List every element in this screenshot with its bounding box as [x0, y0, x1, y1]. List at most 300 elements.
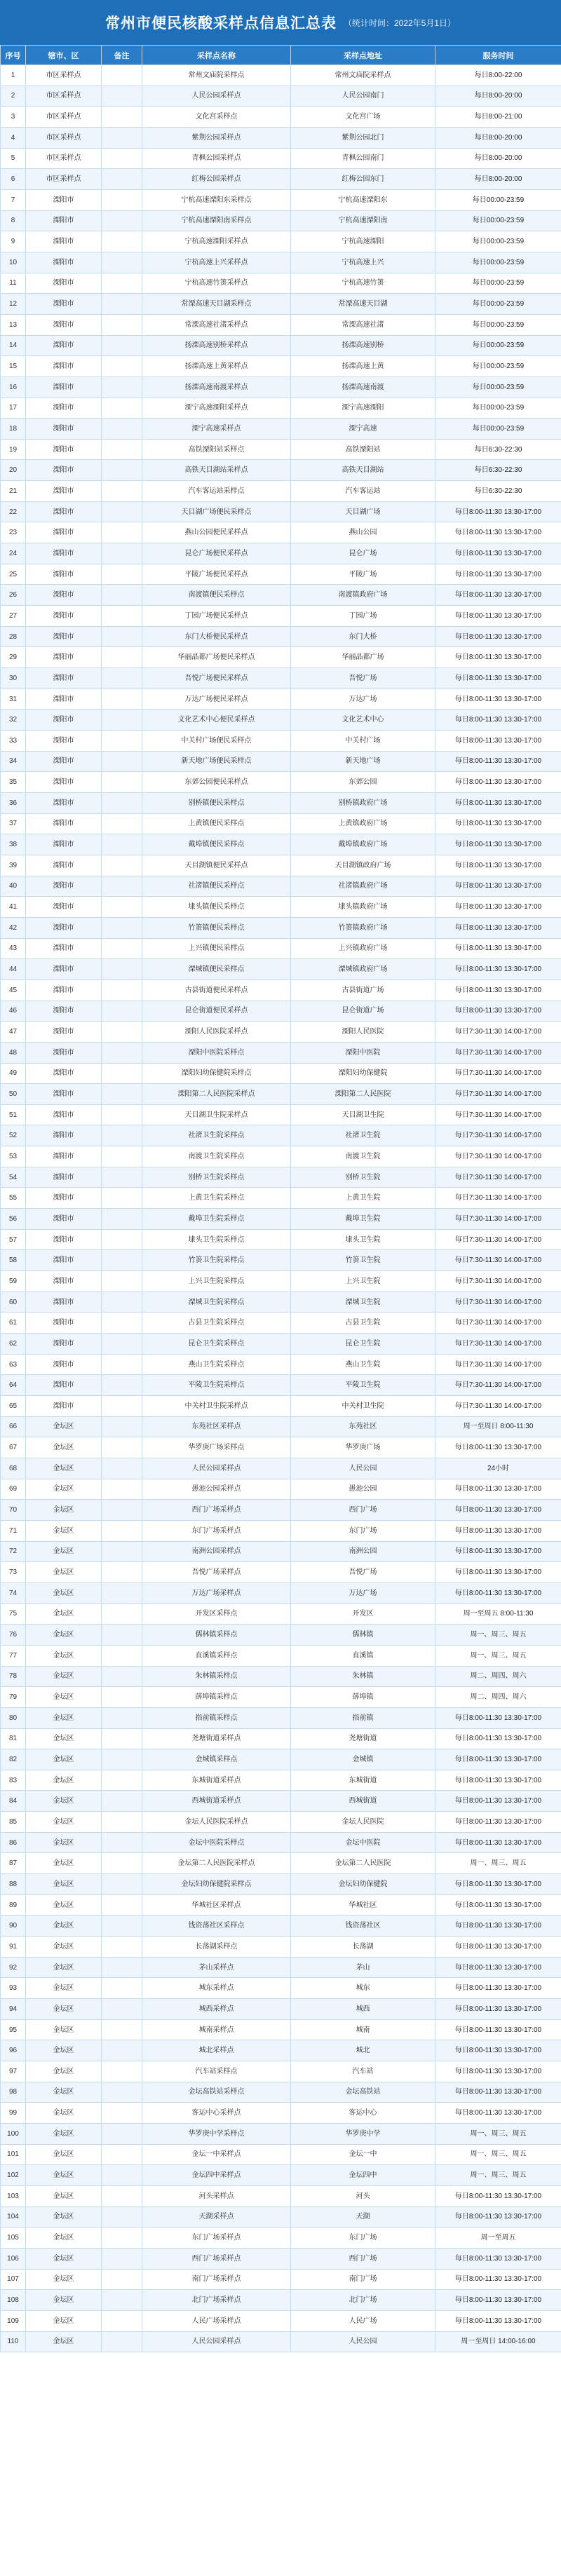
- cell-service-time: 周一至周日 14:00-16:00: [435, 2331, 561, 2352]
- table-row: [1, 1167, 561, 1188]
- cell-site-address: 宁杭高速竹箦: [291, 273, 435, 294]
- cell-site-name: 上兴卫生院采样点: [142, 1271, 291, 1292]
- cell-site-address: 文化艺术中心: [291, 710, 435, 731]
- cell-remark: [102, 1188, 142, 1209]
- cell-site-name: 竹箦镇便民采样点: [142, 917, 291, 938]
- cell-site-name: 昆仑街道便民采样点: [142, 1001, 291, 1022]
- cell-district: 溧阳市: [26, 751, 102, 772]
- table-row: [1, 731, 561, 752]
- cell-district: 溧阳市: [26, 626, 102, 647]
- cell-district: 溧阳市: [26, 668, 102, 689]
- cell-index: 44: [1, 959, 26, 980]
- cell-service-time: 每日00:00-23:59: [435, 377, 561, 398]
- table-row: [1, 710, 561, 731]
- cell-site-name: 人民广场采样点: [142, 2310, 291, 2331]
- cell-site-address: 西城街道: [291, 1791, 435, 1812]
- cell-site-address: 新天地广场: [291, 751, 435, 772]
- cell-site-address: 溧城镇政府广场: [291, 959, 435, 980]
- table-row: [1, 1812, 561, 1833]
- cell-service-time: 每日7:30-11:30 14:00-17:00: [435, 1022, 561, 1043]
- cell-index: 6: [1, 169, 26, 190]
- cell-index: 108: [1, 2290, 26, 2311]
- cell-index: 68: [1, 1458, 26, 1479]
- col-header-site-name: 采样点名称: [142, 46, 291, 65]
- cell-district: 溧阳市: [26, 792, 102, 813]
- cell-service-time: 周一至周日 8:00-11:30: [435, 1416, 561, 1437]
- cell-site-address: 宁杭高速溧阳东: [291, 189, 435, 210]
- table-row: [1, 1416, 561, 1437]
- cell-remark: [102, 2061, 142, 2082]
- cell-district: 溧阳市: [26, 585, 102, 606]
- cell-remark: [102, 439, 142, 460]
- cell-site-name: 金城镇采样点: [142, 1749, 291, 1770]
- cell-site-address: 上黄卫生院: [291, 1188, 435, 1209]
- cell-index: 2: [1, 86, 26, 107]
- cell-index: 74: [1, 1582, 26, 1604]
- cell-remark: [102, 606, 142, 627]
- cell-district: 金坛区: [26, 2185, 102, 2206]
- cell-site-name: 客运中心采样点: [142, 2103, 291, 2124]
- cell-remark: [102, 626, 142, 647]
- cell-service-time: 每日8:00-11:30 13:30-17:00: [435, 1957, 561, 1978]
- cell-site-address: 戴埠镇政府广场: [291, 834, 435, 855]
- cell-remark: [102, 1666, 142, 1687]
- cell-remark: [102, 419, 142, 440]
- cell-site-address: 万达广场: [291, 1582, 435, 1604]
- cell-site-name: 扬溧高速上黄采样点: [142, 356, 291, 377]
- cell-district: 溧阳市: [26, 834, 102, 855]
- cell-remark: [102, 169, 142, 190]
- cell-index: 41: [1, 897, 26, 918]
- cell-site-name: 南渡卫生院采样点: [142, 1146, 291, 1167]
- table-row: [1, 1937, 561, 1958]
- cell-site-name: 城东采样点: [142, 1978, 291, 1999]
- cell-remark: [102, 1354, 142, 1375]
- cell-site-name: 溧阳第二人民医院采样点: [142, 1084, 291, 1105]
- cell-service-time: 每日8:00-11:30 13:30-17:00: [435, 876, 561, 897]
- cell-remark: [102, 1292, 142, 1313]
- table-row: [1, 543, 561, 564]
- cell-site-name: 宁杭高速上兴采样点: [142, 252, 291, 273]
- cell-index: 110: [1, 2331, 26, 2352]
- cell-district: 溧阳市: [26, 1292, 102, 1313]
- cell-site-name: 高铁天目湖站采样点: [142, 460, 291, 481]
- page-title: 常州市便民核酸采样点信息汇总表: [104, 15, 337, 32]
- cell-remark: [102, 522, 142, 543]
- cell-remark: [102, 979, 142, 1001]
- table-row: [1, 314, 561, 335]
- cell-site-address: 中关村卫生院: [291, 1396, 435, 1417]
- cell-remark: [102, 564, 142, 585]
- cell-remark: [102, 1625, 142, 1646]
- cell-site-name: 常州文庙院采样点: [142, 65, 291, 86]
- cell-service-time: 每日8:00-11:30 13:30-17:00: [435, 1437, 561, 1458]
- table-row: [1, 522, 561, 543]
- cell-district: 溧阳市: [26, 419, 102, 440]
- cell-index: 12: [1, 294, 26, 315]
- cell-site-address: 古县卫生院: [291, 1313, 435, 1334]
- cell-site-address: 宁杭高速溧阳: [291, 231, 435, 252]
- table-row: [1, 377, 561, 398]
- cell-remark: [102, 689, 142, 710]
- cell-service-time: 每日8:00-11:30 13:30-17:00: [435, 2310, 561, 2331]
- cell-index: 35: [1, 772, 26, 793]
- cell-site-address: 宁杭高速溧阳南: [291, 210, 435, 231]
- cell-index: 20: [1, 460, 26, 481]
- cell-remark: [102, 2185, 142, 2206]
- cell-site-address: 东门广场: [291, 1520, 435, 1541]
- cell-site-name: 长荡湖采样点: [142, 1937, 291, 1958]
- col-header-index: 序号: [1, 46, 26, 65]
- cell-remark: [102, 834, 142, 855]
- cell-service-time: 周一、周三、周五: [435, 1625, 561, 1646]
- cell-index: 83: [1, 1770, 26, 1791]
- table-row: [1, 959, 561, 980]
- cell-index: 80: [1, 1707, 26, 1728]
- cell-district: 金坛区: [26, 1645, 102, 1666]
- cell-district: 金坛区: [26, 2061, 102, 2082]
- cell-service-time: 每日8:00-11:30 13:30-17:00: [435, 1916, 561, 1937]
- cell-index: 45: [1, 979, 26, 1001]
- table-body: [1, 65, 561, 2352]
- cell-site-address: 华罗庚中学: [291, 2123, 435, 2144]
- cell-district: 溧阳市: [26, 1354, 102, 1375]
- cell-remark: [102, 1604, 142, 1625]
- cell-site-address: 尧塘街道: [291, 1728, 435, 1749]
- cell-remark: [102, 897, 142, 918]
- cell-service-time: 每日8:00-11:30 13:30-17:00: [435, 792, 561, 813]
- cell-district: 金坛区: [26, 1582, 102, 1604]
- cell-site-address: 金坛中医院: [291, 1832, 435, 1853]
- cell-district: 溧阳市: [26, 1022, 102, 1043]
- cell-service-time: 周一、周三、周五: [435, 1853, 561, 1874]
- cell-district: 溧阳市: [26, 1042, 102, 1063]
- table-row: [1, 2061, 561, 2082]
- cell-district: 金坛区: [26, 1666, 102, 1687]
- cell-remark: [102, 668, 142, 689]
- cell-remark: [102, 2019, 142, 2040]
- cell-district: 金坛区: [26, 1416, 102, 1437]
- cell-service-time: 每日7:30-11:30 14:00-17:00: [435, 1146, 561, 1167]
- cell-remark: [102, 1687, 142, 1708]
- cell-site-name: 昆仑卫生院采样点: [142, 1334, 291, 1355]
- cell-index: 37: [1, 813, 26, 834]
- cell-district: 金坛区: [26, 2103, 102, 2124]
- cell-district: 溧阳市: [26, 1209, 102, 1230]
- table-row: [1, 834, 561, 855]
- cell-district: 溧阳市: [26, 710, 102, 731]
- cell-district: 溧阳市: [26, 398, 102, 419]
- cell-site-address: 钱资荡社区: [291, 1916, 435, 1937]
- cell-site-name: 丁园广场便民采样点: [142, 606, 291, 627]
- cell-remark: [102, 1812, 142, 1833]
- cell-site-address: 城西: [291, 1999, 435, 2020]
- cell-site-name: 溧城镇便民采样点: [142, 959, 291, 980]
- cell-service-time: 每日8:00-11:30 13:30-17:00: [435, 1479, 561, 1500]
- cell-service-time: 每日7:30-11:30 14:00-17:00: [435, 1292, 561, 1313]
- cell-remark: [102, 377, 142, 398]
- cell-service-time: 每日8:00-11:30 13:30-17:00: [435, 1999, 561, 2020]
- cell-index: 31: [1, 689, 26, 710]
- cell-service-time: 周一、周三、周五: [435, 2165, 561, 2186]
- cell-site-name: 红梅公园采样点: [142, 169, 291, 190]
- table-row: [1, 2228, 561, 2249]
- table-row: [1, 1313, 561, 1334]
- cell-index: 1: [1, 65, 26, 86]
- cell-index: 50: [1, 1084, 26, 1105]
- cell-site-address: 昆仑卫生院: [291, 1334, 435, 1355]
- table-row: [1, 65, 561, 86]
- cell-district: 溧阳市: [26, 959, 102, 980]
- cell-site-name: 中关村广场便民采样点: [142, 731, 291, 752]
- cell-remark: [102, 1894, 142, 1916]
- cell-site-name: 别桥镇便民采样点: [142, 792, 291, 813]
- cell-site-name: 扬溧高速南渡采样点: [142, 377, 291, 398]
- cell-site-name: 宁杭高速溧阳东采样点: [142, 189, 291, 210]
- table-row: [1, 273, 561, 294]
- cell-service-time: 周一至周五: [435, 2228, 561, 2249]
- cell-service-time: 每日8:00-21:00: [435, 107, 561, 128]
- cell-site-name: 紫荆公园采样点: [142, 127, 291, 148]
- cell-site-address: 别桥镇政府广场: [291, 792, 435, 813]
- cell-district: 溧阳市: [26, 647, 102, 668]
- cell-remark: [102, 1749, 142, 1770]
- cell-site-name: 天湖采样点: [142, 2206, 291, 2228]
- cell-district: 金坛区: [26, 1687, 102, 1708]
- cell-index: 39: [1, 855, 26, 876]
- cell-index: 73: [1, 1562, 26, 1583]
- cell-site-address: 金坛人民医院: [291, 1812, 435, 1833]
- table-row: [1, 1250, 561, 1271]
- cell-site-address: 河头: [291, 2185, 435, 2206]
- cell-district: 金坛区: [26, 2123, 102, 2144]
- table-row: [1, 1084, 561, 1105]
- cell-index: 51: [1, 1104, 26, 1125]
- table-row: [1, 2269, 561, 2290]
- table-row: [1, 1625, 561, 1646]
- cell-district: 金坛区: [26, 1957, 102, 1978]
- cell-index: 66: [1, 1416, 26, 1437]
- cell-index: 94: [1, 1999, 26, 2020]
- cell-index: 21: [1, 481, 26, 502]
- cell-service-time: 每日8:00-11:30 13:30-17:00: [435, 2290, 561, 2311]
- cell-site-name: 溧城卫生院采样点: [142, 1292, 291, 1313]
- cell-index: 14: [1, 335, 26, 356]
- cell-site-address: 东苑社区: [291, 1416, 435, 1437]
- cell-site-name: 金坛高铁站采样点: [142, 2082, 291, 2103]
- cell-remark: [102, 2082, 142, 2103]
- cell-site-address: 城北: [291, 2040, 435, 2061]
- table-row: [1, 398, 561, 419]
- cell-district: 溧阳市: [26, 314, 102, 335]
- cell-district: 金坛区: [26, 2290, 102, 2311]
- cell-site-name: 万达广场便民采样点: [142, 689, 291, 710]
- cell-remark: [102, 1728, 142, 1749]
- cell-index: 109: [1, 2310, 26, 2331]
- cell-site-address: 上兴卫生院: [291, 1271, 435, 1292]
- cell-district: 金坛区: [26, 2206, 102, 2228]
- cell-district: 溧阳市: [26, 294, 102, 315]
- cell-index: 3: [1, 107, 26, 128]
- cell-district: 溧阳市: [26, 731, 102, 752]
- cell-site-name: 东门大桥便民采样点: [142, 626, 291, 647]
- table-row: [1, 668, 561, 689]
- cell-service-time: 每日8:00-11:30 13:30-17:00: [435, 1874, 561, 1895]
- table-row: [1, 1707, 561, 1728]
- cell-district: 溧阳市: [26, 855, 102, 876]
- cell-district: 溧阳市: [26, 876, 102, 897]
- cell-index: 61: [1, 1313, 26, 1334]
- cell-service-time: 每日8:00-11:30 13:30-17:00: [435, 2061, 561, 2082]
- cell-service-time: 每日8:00-11:30 13:30-17:00: [435, 772, 561, 793]
- cell-site-name: 人民公园采样点: [142, 2331, 291, 2352]
- cell-remark: [102, 1645, 142, 1666]
- table-row: [1, 2206, 561, 2228]
- page-header: [0, 0, 561, 45]
- cell-site-name: 金坛人民医院采样点: [142, 1812, 291, 1833]
- cell-site-name: 常溧高速社渚采样点: [142, 314, 291, 335]
- cell-service-time: 每日8:00-11:30 13:30-17:00: [435, 543, 561, 564]
- cell-district: 溧阳市: [26, 189, 102, 210]
- cell-remark: [102, 1250, 142, 1271]
- cell-site-address: 溧阳人民医院: [291, 1022, 435, 1043]
- cell-remark: [102, 398, 142, 419]
- table-row: [1, 169, 561, 190]
- cell-site-address: 天目湖镇政府广场: [291, 855, 435, 876]
- table-row: [1, 1188, 561, 1209]
- table-row: [1, 1770, 561, 1791]
- cell-site-address: 金坛妇幼保健院: [291, 1874, 435, 1895]
- cell-remark: [102, 1271, 142, 1292]
- cell-service-time: 每日8:00-11:30 13:30-17:00: [435, 897, 561, 918]
- cell-index: 84: [1, 1791, 26, 1812]
- cell-site-address: 吾悦广场: [291, 1562, 435, 1583]
- cell-index: 10: [1, 252, 26, 273]
- cell-site-name: 西门广场采样点: [142, 1500, 291, 1521]
- cell-service-time: 每日8:00-11:30 13:30-17:00: [435, 917, 561, 938]
- cell-service-time: 每日8:00-11:30 13:30-17:00: [435, 1832, 561, 1853]
- cell-remark: [102, 1125, 142, 1146]
- cell-site-address: 天湖: [291, 2206, 435, 2228]
- cell-service-time: 每日00:00-23:59: [435, 252, 561, 273]
- cell-remark: [102, 294, 142, 315]
- cell-index: 53: [1, 1146, 26, 1167]
- cell-service-time: 每日00:00-23:59: [435, 335, 561, 356]
- cell-service-time: 每日8:00-11:30 13:30-17:00: [435, 2082, 561, 2103]
- table-row: [1, 1479, 561, 1500]
- cell-site-address: 长荡湖: [291, 1937, 435, 1958]
- cell-site-address: 北门广场: [291, 2290, 435, 2311]
- cell-site-address: 金坛第二人民医院: [291, 1853, 435, 1874]
- cell-site-name: 人民公园采样点: [142, 86, 291, 107]
- cell-remark: [102, 2144, 142, 2165]
- table-row: [1, 481, 561, 502]
- cell-remark: [102, 1853, 142, 1874]
- cell-district: 溧阳市: [26, 335, 102, 356]
- table-row: [1, 1520, 561, 1541]
- cell-service-time: 每日8:00-11:30 13:30-17:00: [435, 2103, 561, 2124]
- cell-service-time: 周二、周四、周六: [435, 1687, 561, 1708]
- cell-service-time: 每日8:00-11:30 13:30-17:00: [435, 1937, 561, 1958]
- cell-site-address: 中关村广场: [291, 731, 435, 752]
- table-row: [1, 772, 561, 793]
- cell-service-time: 每日8:00-11:30 13:30-17:00: [435, 2185, 561, 2206]
- cell-site-address: 常溧高速社渚: [291, 314, 435, 335]
- cell-site-address: 吾悦广场: [291, 668, 435, 689]
- cell-index: 54: [1, 1167, 26, 1188]
- col-header-service-time: 服务时间: [435, 46, 561, 65]
- cell-index: 30: [1, 668, 26, 689]
- cell-service-time: 每日8:00-11:30 13:30-17:00: [435, 751, 561, 772]
- cell-index: 32: [1, 710, 26, 731]
- cell-site-address: 社渚镇政府广场: [291, 876, 435, 897]
- cell-district: 溧阳市: [26, 273, 102, 294]
- cell-remark: [102, 917, 142, 938]
- cell-index: 103: [1, 2185, 26, 2206]
- cell-district: 溧阳市: [26, 252, 102, 273]
- cell-service-time: 每日00:00-23:59: [435, 294, 561, 315]
- cell-site-name: 儒林镇采样点: [142, 1625, 291, 1646]
- cell-site-name: 吾悦广场便民采样点: [142, 668, 291, 689]
- cell-remark: [102, 2123, 142, 2144]
- cell-site-address: 南渡镇政府广场: [291, 585, 435, 606]
- col-header-district: 辖市、区: [26, 46, 102, 65]
- cell-service-time: 每日8:00-11:30 13:30-17:00: [435, 1500, 561, 1521]
- cell-service-time: 每日7:30-11:30 14:00-17:00: [435, 1188, 561, 1209]
- cell-site-address: 天目湖卫生院: [291, 1104, 435, 1125]
- cell-index: 40: [1, 876, 26, 897]
- cell-remark: [102, 1937, 142, 1958]
- cell-site-address: 人民公园: [291, 1458, 435, 1479]
- cell-site-name: 人民公园采样点: [142, 1458, 291, 1479]
- cell-index: 89: [1, 1894, 26, 1916]
- cell-remark: [102, 1396, 142, 1417]
- cell-remark: [102, 1707, 142, 1728]
- cell-remark: [102, 1334, 142, 1355]
- cell-index: 9: [1, 231, 26, 252]
- cell-site-name: 社渚镇便民采样点: [142, 876, 291, 897]
- cell-site-address: 扬溧高速南渡: [291, 377, 435, 398]
- cell-remark: [102, 1375, 142, 1396]
- cell-site-name: 万达广场采样点: [142, 1582, 291, 1604]
- cell-site-address: 宁杭高速上兴: [291, 252, 435, 273]
- cell-index: 67: [1, 1437, 26, 1458]
- cell-site-name: 宁杭高速竹箦采样点: [142, 273, 291, 294]
- cell-index: 43: [1, 938, 26, 959]
- cell-index: 91: [1, 1937, 26, 1958]
- cell-site-name: 城北采样点: [142, 2040, 291, 2061]
- cell-site-name: 东城街道采样点: [142, 1770, 291, 1791]
- cell-index: 90: [1, 1916, 26, 1937]
- cell-service-time: 每日8:00-11:30 13:30-17:00: [435, 813, 561, 834]
- cell-site-name: 常溧高速天目湖采样点: [142, 294, 291, 315]
- cell-service-time: 每日8:00-11:30 13:30-17:00: [435, 501, 561, 522]
- cell-site-address: 常州文庙院采样点: [291, 65, 435, 86]
- cell-site-address: 城东: [291, 1978, 435, 1999]
- table-row: [1, 2248, 561, 2269]
- cell-remark: [102, 1229, 142, 1250]
- cell-site-name: 文化宫采样点: [142, 107, 291, 128]
- cell-remark: [102, 1437, 142, 1458]
- cell-service-time: 每日8:00-11:30 13:30-17:00: [435, 1541, 561, 1562]
- cell-service-time: 每日7:30-11:30 14:00-17:00: [435, 1396, 561, 1417]
- cell-site-name: 西门广场采样点: [142, 2248, 291, 2269]
- cell-index: 81: [1, 1728, 26, 1749]
- table-row: [1, 2082, 561, 2103]
- cell-district: 金坛区: [26, 1894, 102, 1916]
- cell-remark: [102, 1209, 142, 1230]
- cell-district: 溧阳市: [26, 564, 102, 585]
